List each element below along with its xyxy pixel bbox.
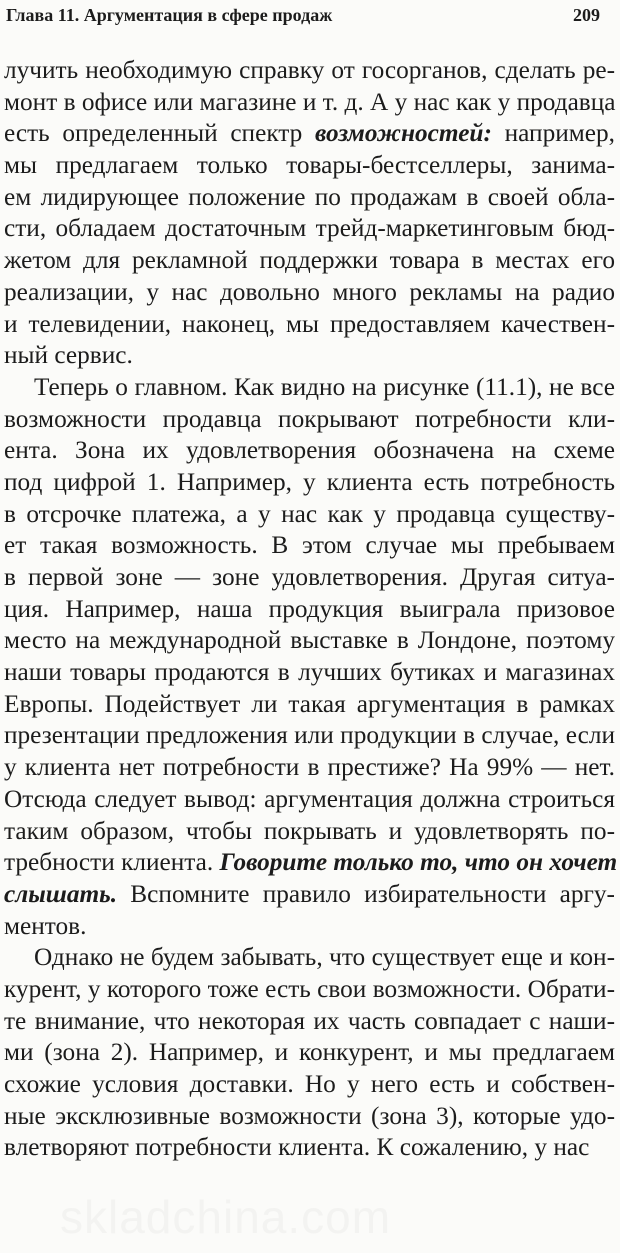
text-line: требности клиента. Говорите только то, что он хочет [4, 848, 618, 877]
text-line: ция. Например, наша продукция выиграла призовое [4, 594, 615, 623]
text-line: Европы. Подействует ли такая аргументация в рамках [4, 689, 615, 718]
text-line: мы предлагаем только товары-бестселлеры, занима- [4, 151, 615, 180]
text-line: курент, у которого тоже есть свои возможности. Обрати- [4, 974, 615, 1003]
body-text [4, 55, 618, 1164]
text-line: у клиента нет потребности в престиже? На 99% — нет. [4, 753, 615, 782]
text-line: и телевидении, наконец, мы предоставляем качествен- [4, 309, 615, 338]
text-line: слышать. Вспомните правило избирательности аргу- [4, 879, 615, 908]
emphasis-text: Говорите только то, что он хочет [219, 848, 618, 877]
text-line: ет такая возможность. В этом случае мы пребываем [4, 531, 615, 560]
text-line: Однако не будем забывать, что существует еще и кон- [34, 943, 615, 972]
text-line: в отсрочке платежа, а у нас как у продавца существу- [4, 499, 615, 528]
text-line: ента. Зона их удовлетворения обозначена на схеме [4, 436, 615, 465]
text-line: Отсюда следует вывод: аргументация должна строиться [4, 784, 615, 813]
text-line: схожие условия доставки. Но у него есть и собствен- [4, 1070, 615, 1098]
chapter-title: Глава 11. Аргументация в сфере продаж [6, 5, 333, 25]
text-line: ные эксклюзивные возможности (зона 3), которые удо- [4, 1101, 615, 1130]
text-line: реализации, у нас довольно много рекламы на радио [4, 277, 615, 306]
text-line: ментов. [4, 911, 87, 940]
text-line: ми (зона 2). Например, и конкурент, и мы предлагаем [4, 1038, 615, 1067]
text-line: Теперь о главном. Как видно на рисунке (11.1), не все [34, 372, 615, 401]
text-line: есть определенный спектр возможностей: например, [4, 119, 615, 148]
text-line: ем лидирующее положение по продажам в своей обла- [4, 182, 615, 211]
text-line: влетворяют потребности клиента. К сожалению, у нас [4, 1133, 590, 1162]
watermark: skladchina.com [60, 1191, 392, 1243]
text-line: наши товары продаются в лучших бутиках и магазинах [4, 658, 615, 687]
emphasis-text: возможностей: [314, 119, 492, 148]
paragraph [4, 372, 618, 942]
text-line: в первой зоне — зоне удовлетворения. Другая ситуа- [4, 563, 615, 591]
text-line: сти, обладаем достаточным трейд-маркетинговым бюд- [4, 214, 615, 243]
page-number: 209 [573, 5, 600, 25]
text-line: таким образом, чтобы покрывать и удовлетворять по- [4, 816, 615, 845]
text-line: ный сервис. [4, 341, 133, 370]
text-line: жетом для рекламной поддержки товара в местах его [4, 246, 615, 275]
text-line: монт в офисе или магазине и т. д. А у нас как у продавца [4, 87, 616, 116]
emphasis-text: слышать. [4, 879, 118, 908]
text-line: лучить необходимую справку от госорганов, сделать ре- [4, 56, 615, 84]
paragraph [4, 55, 615, 372]
text-line: те внимание, что некоторая их часть совпадает с наши- [4, 1006, 615, 1035]
text-line: под цифрой 1. Например, у клиента есть потребность [4, 467, 615, 496]
text-line: возможности продавца покрывают потребности кли- [4, 404, 615, 433]
page-header [6, 4, 600, 26]
text-line: презентации предложения или продукции в случае, если [4, 721, 615, 750]
paragraph [4, 942, 615, 1164]
text-line: место на международной выставке в Лондоне, поэтому [4, 626, 615, 655]
